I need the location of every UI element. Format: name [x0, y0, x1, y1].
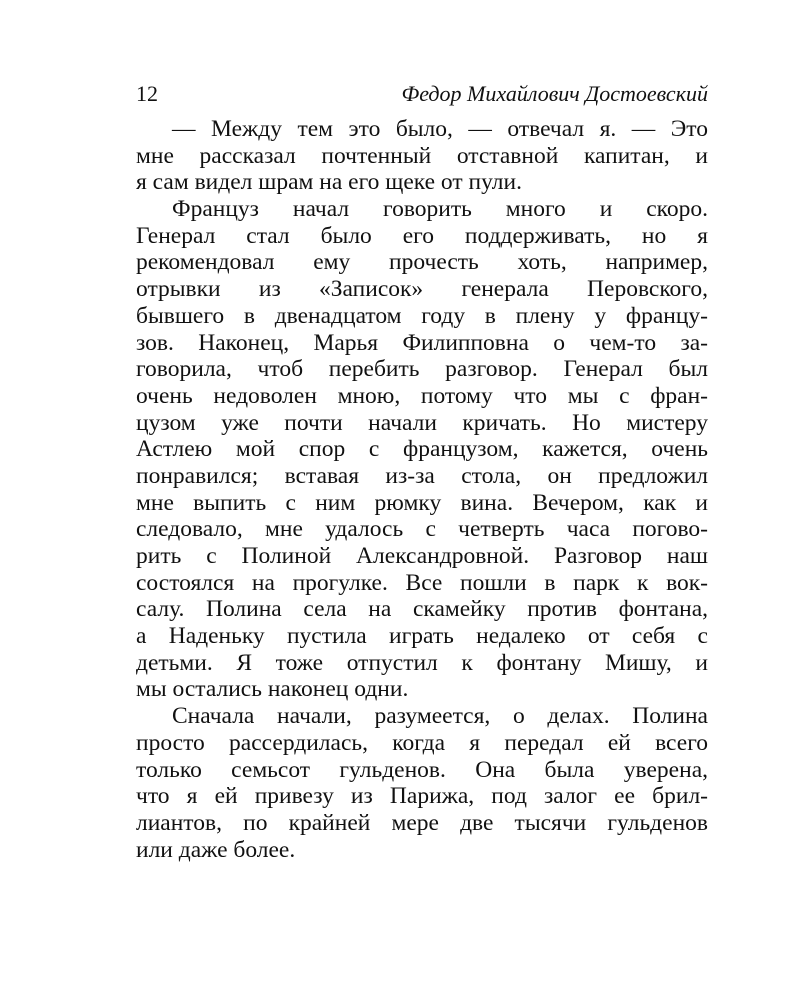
- paragraph: [136, 703, 708, 863]
- body-text: [136, 116, 708, 863]
- text-line: состоялся на прогулке. Все пошли в парк к вок-: [136, 569, 708, 596]
- text-line: детьми. Я тоже отпустил к фонтану Мишу, и: [136, 649, 708, 676]
- text-line: просто рассердилась, когда я передал ей всего: [136, 729, 708, 756]
- text-line: следовало, мне удалось с четверть часа погово-: [136, 516, 708, 543]
- text-line: салу. Полина села на скамейку против фонтана,: [136, 596, 708, 623]
- text-line: говорила, чтоб перебить разговор. Генерал был: [136, 356, 708, 383]
- text-line: отрывки из «Записок» генерала Перовского,: [136, 276, 708, 303]
- text-line: мы остались наконец одни.: [136, 676, 409, 703]
- text-line: что я ей привезу из Парижа, под залог ее брил-: [136, 783, 708, 810]
- page-number: 12: [136, 81, 158, 106]
- text-line: Француз начал говорить много и скоро.: [172, 196, 708, 223]
- text-line: только семьсот гульденов. Она была уверена,: [136, 756, 708, 783]
- running-head: [136, 78, 708, 110]
- text-line: бывшего в двенадцатом году в плену у францу-: [136, 302, 708, 329]
- text-line: очень недоволен мною, потому что мы с фран-: [136, 382, 708, 409]
- text-line: рить с Полиной Александровной. Разговор наш: [136, 543, 708, 569]
- text-line: или даже более.: [136, 836, 296, 863]
- text-line: Астлею мой спор с французом, кажется, очень: [136, 436, 708, 463]
- text-line: мне выпить с ним рюмку вина. Вечером, как и: [136, 489, 708, 516]
- text-line: мне рассказал почтенный отставной капитан, и: [136, 142, 708, 169]
- text-line: зов. Наконец, Марья Филипповна о чем-то за-: [136, 329, 708, 356]
- text-line: Сначала начали, разумеется, о делах. Полина: [172, 703, 708, 730]
- text-line: Генерал стал было его поддерживать, но я: [136, 222, 708, 249]
- text-line: лиантов, по крайней мере две тысячи гульденов: [136, 809, 708, 836]
- text-line: рекомендовал ему прочесть хоть, например,: [136, 249, 708, 276]
- paragraph: [136, 196, 708, 703]
- text-line: а Наденьку пустила играть недалеко от себя с: [136, 623, 708, 650]
- text-line: цузом уже почти начали кричать. Но мистеру: [136, 409, 708, 436]
- text-line: — Между тем это было, — отвечал я. — Это: [172, 116, 708, 142]
- author-name: Федор Михайлович Достоевский: [401, 81, 708, 106]
- paragraph: [136, 116, 708, 196]
- text-line: понравился; вставая из-за стола, он предложил: [136, 462, 708, 489]
- text-line: я сам видел шрам на его щеке от пули.: [136, 169, 522, 196]
- book-page: [136, 78, 708, 863]
